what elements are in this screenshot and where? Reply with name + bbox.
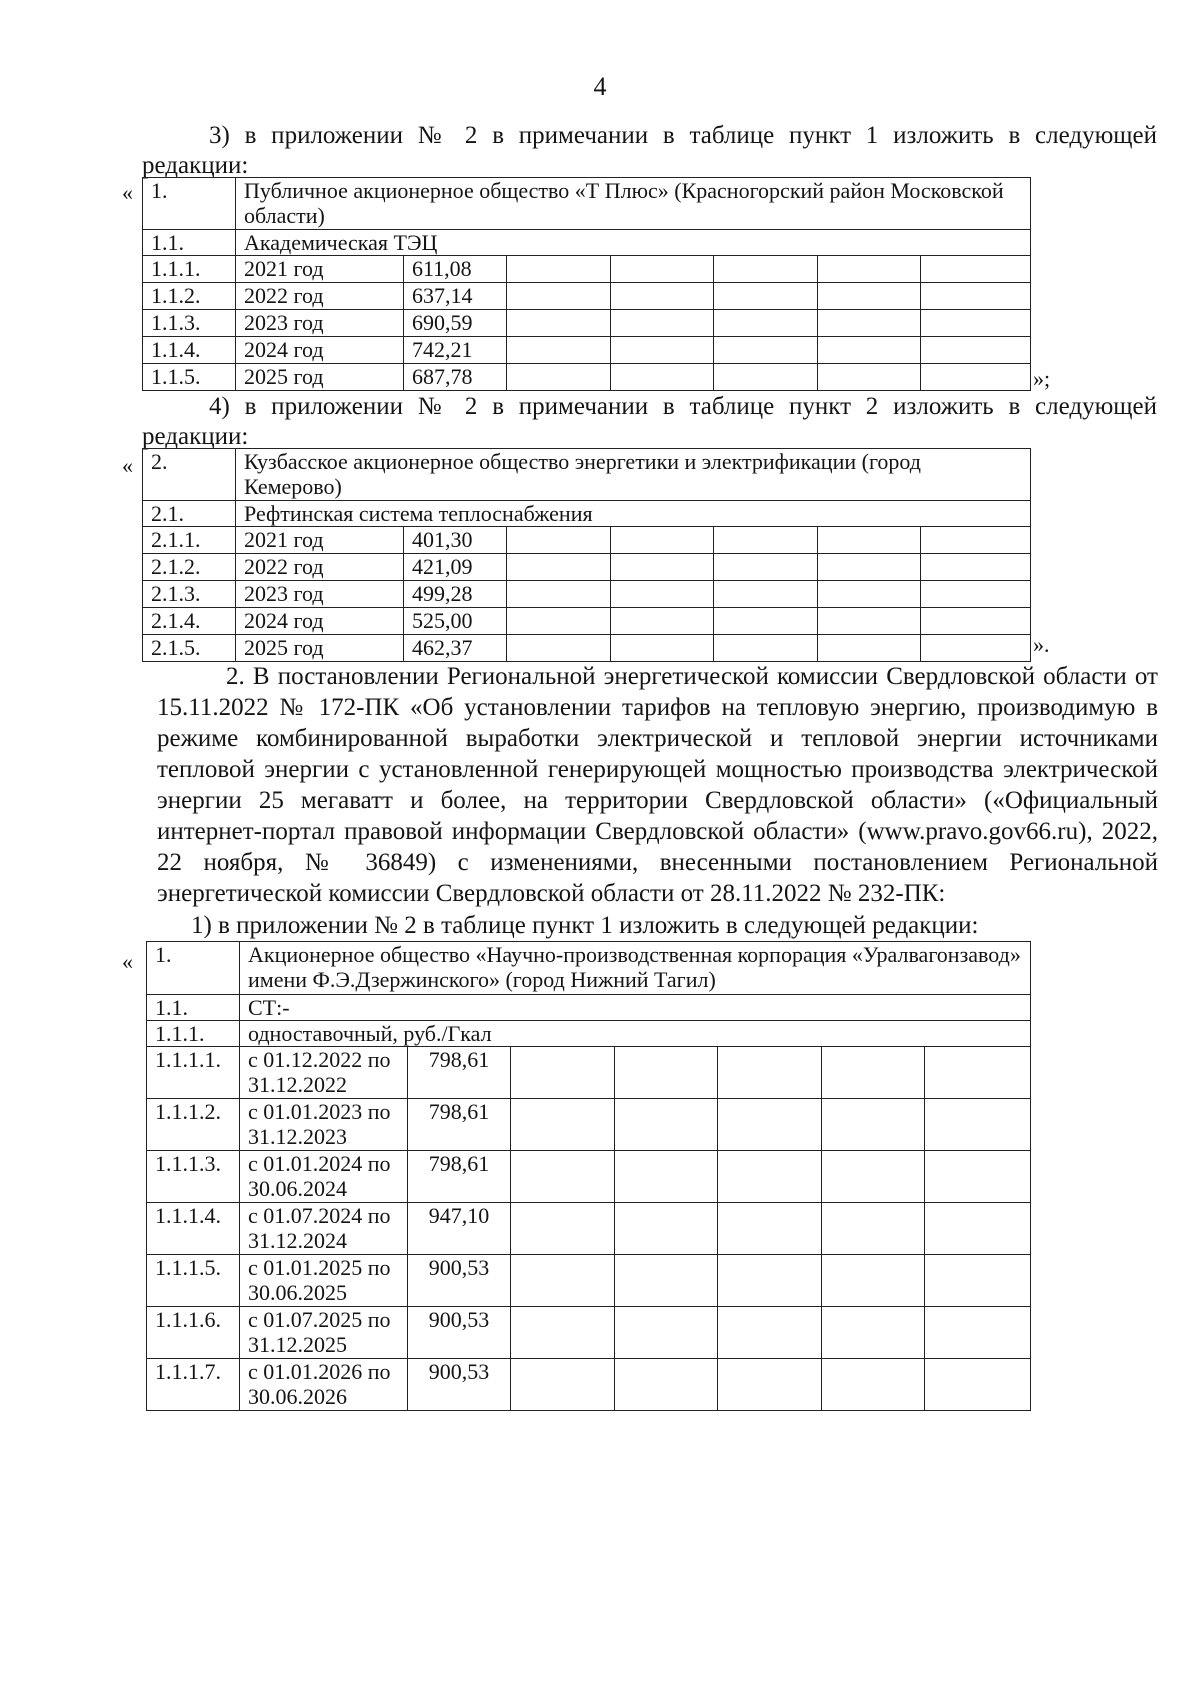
table-cell-empty (511, 1307, 615, 1359)
table-cell-value: 798,61 (408, 1151, 511, 1203)
table-row (147, 1307, 1031, 1359)
table-row (143, 608, 1031, 635)
table-cell-empty (507, 608, 611, 635)
table-cell-empty (611, 310, 714, 337)
subitem1-paragraph: 1) в приложении № 2 в таблице пункт 1 изложить в следующей редакции: (191, 912, 979, 939)
table-cell-empty (921, 283, 1031, 310)
table-cell-empty (714, 635, 818, 662)
item4-quote-close: ». (1033, 632, 1050, 657)
table-cell-value: 690,59 (404, 310, 507, 337)
table-cell-num: 1.1.1.5. (147, 1255, 240, 1307)
table-cell-empty (615, 1151, 718, 1203)
table-cell-empty (507, 554, 611, 581)
table-cell-empty (925, 1255, 1031, 1307)
table-cell-empty (511, 1255, 615, 1307)
table-cell-empty (615, 1359, 718, 1411)
table-subheader: Академическая ТЭЦ (236, 230, 1031, 256)
table-cell-empty (921, 554, 1031, 581)
table-cell-empty (818, 608, 921, 635)
table-cell-period: 2023 год (236, 581, 404, 608)
table-cell-num: 1.1.1.1. (147, 1047, 240, 1099)
table-cell-empty (611, 527, 714, 554)
item4-text-cont: редакции: (142, 423, 249, 450)
table-cell-value: 798,61 (408, 1099, 511, 1151)
table-cell-empty (921, 364, 1031, 391)
table-cell-num: 1.1.2. (143, 283, 236, 310)
subitem1-rows (147, 1047, 1031, 1411)
table-cell-empty (511, 1099, 615, 1151)
table-cell-empty (611, 554, 714, 581)
table-cell-value: 462,37 (404, 635, 507, 662)
table-cell-empty (611, 581, 714, 608)
table-cell-empty (818, 283, 921, 310)
table-cell-empty (507, 527, 611, 554)
section2-paragraph: 2. В постановлении Региональной энергетической комиссии Свердловской области от 15.11.2022 № 172-ПК «Об установлении тарифов на тепловую энергию, производимую в режиме комбинированной выработки электрической и тепловой энергии источниками тепловой энергии с установленной генерирующей мощностью производства электрической энергии 25 мегаватт и более, на территории Свердловской области» («Официальный интернет-портал правовой информации Свердловской области» (www.pravo.gov66.ru), 2022, 22 ноября, № 36849) с изменениями, внесенными постановлением Региональной энергетической комиссии Свердловской области от 28.11.2022 № 232-ПК: (157, 663, 1158, 907)
item3-quote-open: « (122, 180, 133, 205)
table-cell-num: 1.1. (143, 230, 236, 256)
table-cell-period: с 01.07.2025 по 31.12.2025 (240, 1307, 408, 1359)
item3-text: 3) в приложении № 2 в примечании в таблице пункт 1 изложить в следующей (209, 122, 1157, 149)
page-number: 4 (593, 72, 607, 101)
table-cell-value: 401,30 (404, 527, 507, 554)
table-cell-num: 2.1.2. (143, 554, 236, 581)
table-cell-period: 2023 год (236, 310, 404, 337)
table-cell-value: 637,14 (404, 283, 507, 310)
table-cell-num: 1.1. (147, 995, 240, 1021)
table-cell-empty (511, 1151, 615, 1203)
table-cell-empty (615, 1099, 718, 1151)
table-row (147, 1099, 1031, 1151)
table-cell-empty (507, 635, 611, 662)
table-cell-empty (921, 310, 1031, 337)
table-cell-num: 1.1.1. (143, 256, 236, 283)
table-cell-empty (507, 256, 611, 283)
table-cell-empty (718, 1099, 822, 1151)
table-cell-empty (818, 310, 921, 337)
table-cell-empty (718, 1203, 822, 1255)
table-cell-empty (511, 1203, 615, 1255)
table-cell-empty (925, 1151, 1031, 1203)
item4-table (142, 448, 1031, 662)
table-row (143, 635, 1031, 662)
table-cell-empty (921, 581, 1031, 608)
table-cell-num: 2. (143, 449, 236, 501)
table-cell-period: с 01.01.2026 по 30.06.2026 (240, 1359, 408, 1411)
table-cell-period: 2021 год (236, 527, 404, 554)
table-cell-value: 947,10 (408, 1203, 511, 1255)
table-cell-empty (615, 1047, 718, 1099)
table-cell-period: 2025 год (236, 635, 404, 662)
table-row (143, 554, 1031, 581)
table-cell-empty (925, 1047, 1031, 1099)
table-cell-empty (611, 635, 714, 662)
item3-paragraph (142, 121, 1157, 181)
table-cell-empty (714, 554, 818, 581)
table-cell-value: 611,08 (404, 256, 507, 283)
table-cell-empty (925, 1307, 1031, 1359)
table-cell-value: 900,53 (408, 1255, 511, 1307)
table-row (147, 1151, 1031, 1203)
table-cell-period: с 01.01.2024 по 30.06.2024 (240, 1151, 408, 1203)
table-cell-period: 2024 год (236, 337, 404, 364)
table-cell-empty (822, 1255, 925, 1307)
table-cell-empty (818, 581, 921, 608)
table-cell-value: 525,00 (404, 608, 507, 635)
table-cell-empty (921, 608, 1031, 635)
item4-text: 4) в приложении № 2 в примечании в таблице пункт 2 изложить в следующей (209, 393, 1157, 420)
table-cell-empty (714, 364, 818, 391)
table-row (143, 337, 1031, 364)
table-cell-empty (925, 1359, 1031, 1411)
table-cell-empty (822, 1151, 925, 1203)
table-cell-empty (714, 527, 818, 554)
item4-rows (143, 527, 1031, 662)
table-cell-empty (818, 554, 921, 581)
table-cell-num: 2.1.4. (143, 608, 236, 635)
item3-table (142, 177, 1031, 391)
table-cell-empty (615, 1203, 718, 1255)
item3-rows (143, 256, 1031, 391)
item3-text-cont: редакции: (142, 152, 249, 179)
table-row (147, 1255, 1031, 1307)
table-cell-empty (718, 1047, 822, 1099)
table-cell-empty (611, 256, 714, 283)
table-cell-empty (925, 1203, 1031, 1255)
table-cell-num: 1.1.1.2. (147, 1099, 240, 1151)
item4-quote-open: « (122, 453, 133, 478)
table-row (143, 283, 1031, 310)
table-subheader: СТ:- (240, 995, 1031, 1021)
table-cell-num: 1.1.1. (147, 1021, 240, 1047)
table-cell-value: 900,53 (408, 1307, 511, 1359)
table-cell-empty (925, 1099, 1031, 1151)
table-cell-empty (921, 635, 1031, 662)
table-cell-empty (818, 337, 921, 364)
table-header-org: Кузбасское акционерное общество энергетики и электрификации (город Кемерово) (236, 449, 1031, 501)
subitem1-quote-open: « (122, 949, 133, 974)
table-cell-value: 499,28 (404, 581, 507, 608)
item3-quote-close: »; (1033, 366, 1051, 391)
table-cell-period: с 01.12.2022 по 31.12.2022 (240, 1047, 408, 1099)
table-cell-value: 900,53 (408, 1359, 511, 1411)
table-cell-empty (921, 256, 1031, 283)
table-row (143, 256, 1031, 283)
table-subheader: Рефтинская система теплоснабжения (236, 501, 1031, 527)
table-cell-empty (511, 1047, 615, 1099)
table-cell-empty (822, 1047, 925, 1099)
table-row (143, 527, 1031, 554)
table-cell-empty (822, 1099, 925, 1151)
table-cell-empty (611, 283, 714, 310)
table-cell-num: 1.1.4. (143, 337, 236, 364)
table-cell-num: 1.1.1.7. (147, 1359, 240, 1411)
table-cell-num: 1.1.5. (143, 364, 236, 391)
table-row (143, 581, 1031, 608)
table-cell-period: 2024 год (236, 608, 404, 635)
table-cell-empty (615, 1255, 718, 1307)
table-cell-empty (818, 527, 921, 554)
table-cell-num: 1.1.1.6. (147, 1307, 240, 1359)
table-cell-num: 2.1.5. (143, 635, 236, 662)
table-cell-period: 2022 год (236, 554, 404, 581)
table-cell-empty (818, 256, 921, 283)
table-cell-empty (718, 1307, 822, 1359)
table-cell-empty (511, 1359, 615, 1411)
table-cell-value: 687,78 (404, 364, 507, 391)
table-cell-num: 1.1.1.4. (147, 1203, 240, 1255)
table-cell-empty (507, 310, 611, 337)
table-cell-period: с 01.01.2023 по 31.12.2023 (240, 1099, 408, 1151)
table-cell-empty (507, 581, 611, 608)
table-cell-empty (718, 1255, 822, 1307)
table-cell-num: 1. (147, 942, 240, 995)
table-cell-empty (718, 1359, 822, 1411)
table-subheader: одноставочный, руб./Гкал (240, 1021, 1031, 1047)
table-cell-empty (822, 1203, 925, 1255)
table-cell-empty (818, 635, 921, 662)
table-cell-num: 1. (143, 178, 236, 230)
table-cell-empty (714, 337, 818, 364)
table-cell-value: 798,61 (408, 1047, 511, 1099)
table-row (143, 364, 1031, 391)
table-cell-period: 2025 год (236, 364, 404, 391)
table-cell-empty (718, 1151, 822, 1203)
table-header-org: Акционерное общество «Научно-производственная корпорация «Уралвагонзавод» имени Ф.Э.Дзержинского» (город Нижний Тагил) (240, 942, 1031, 995)
table-cell-empty (507, 283, 611, 310)
table-cell-empty (507, 364, 611, 391)
table-cell-empty (921, 337, 1031, 364)
table-cell-period: 2022 год (236, 283, 404, 310)
table-header-org: Публичное акционерное общество «Т Плюс» (Красногорский район Московской области) (236, 178, 1031, 230)
subitem1-table (146, 941, 1031, 1411)
table-cell-empty (714, 310, 818, 337)
table-cell-period: 2021 год (236, 256, 404, 283)
table-cell-empty (822, 1359, 925, 1411)
table-cell-empty (714, 581, 818, 608)
table-cell-num: 2.1. (143, 501, 236, 527)
table-cell-num: 1.1.1.3. (147, 1151, 240, 1203)
table-row (147, 1203, 1031, 1255)
table-cell-empty (615, 1307, 718, 1359)
table-cell-empty (611, 337, 714, 364)
table-cell-period: с 01.01.2025 по 30.06.2025 (240, 1255, 408, 1307)
table-cell-value: 421,09 (404, 554, 507, 581)
table-cell-empty (822, 1307, 925, 1359)
table-cell-period: с 01.07.2024 по 31.12.2024 (240, 1203, 408, 1255)
table-cell-value: 742,21 (404, 337, 507, 364)
table-cell-empty (921, 527, 1031, 554)
item4-paragraph (142, 392, 1157, 452)
table-cell-num: 2.1.1. (143, 527, 236, 554)
table-cell-empty (714, 608, 818, 635)
table-cell-empty (611, 608, 714, 635)
table-cell-num: 2.1.3. (143, 581, 236, 608)
table-row (143, 310, 1031, 337)
table-cell-empty (714, 256, 818, 283)
table-cell-empty (611, 364, 714, 391)
table-cell-empty (507, 337, 611, 364)
table-cell-num: 1.1.3. (143, 310, 236, 337)
table-cell-empty (818, 364, 921, 391)
table-row (147, 1359, 1031, 1411)
table-cell-empty (714, 283, 818, 310)
table-row (147, 1047, 1031, 1099)
